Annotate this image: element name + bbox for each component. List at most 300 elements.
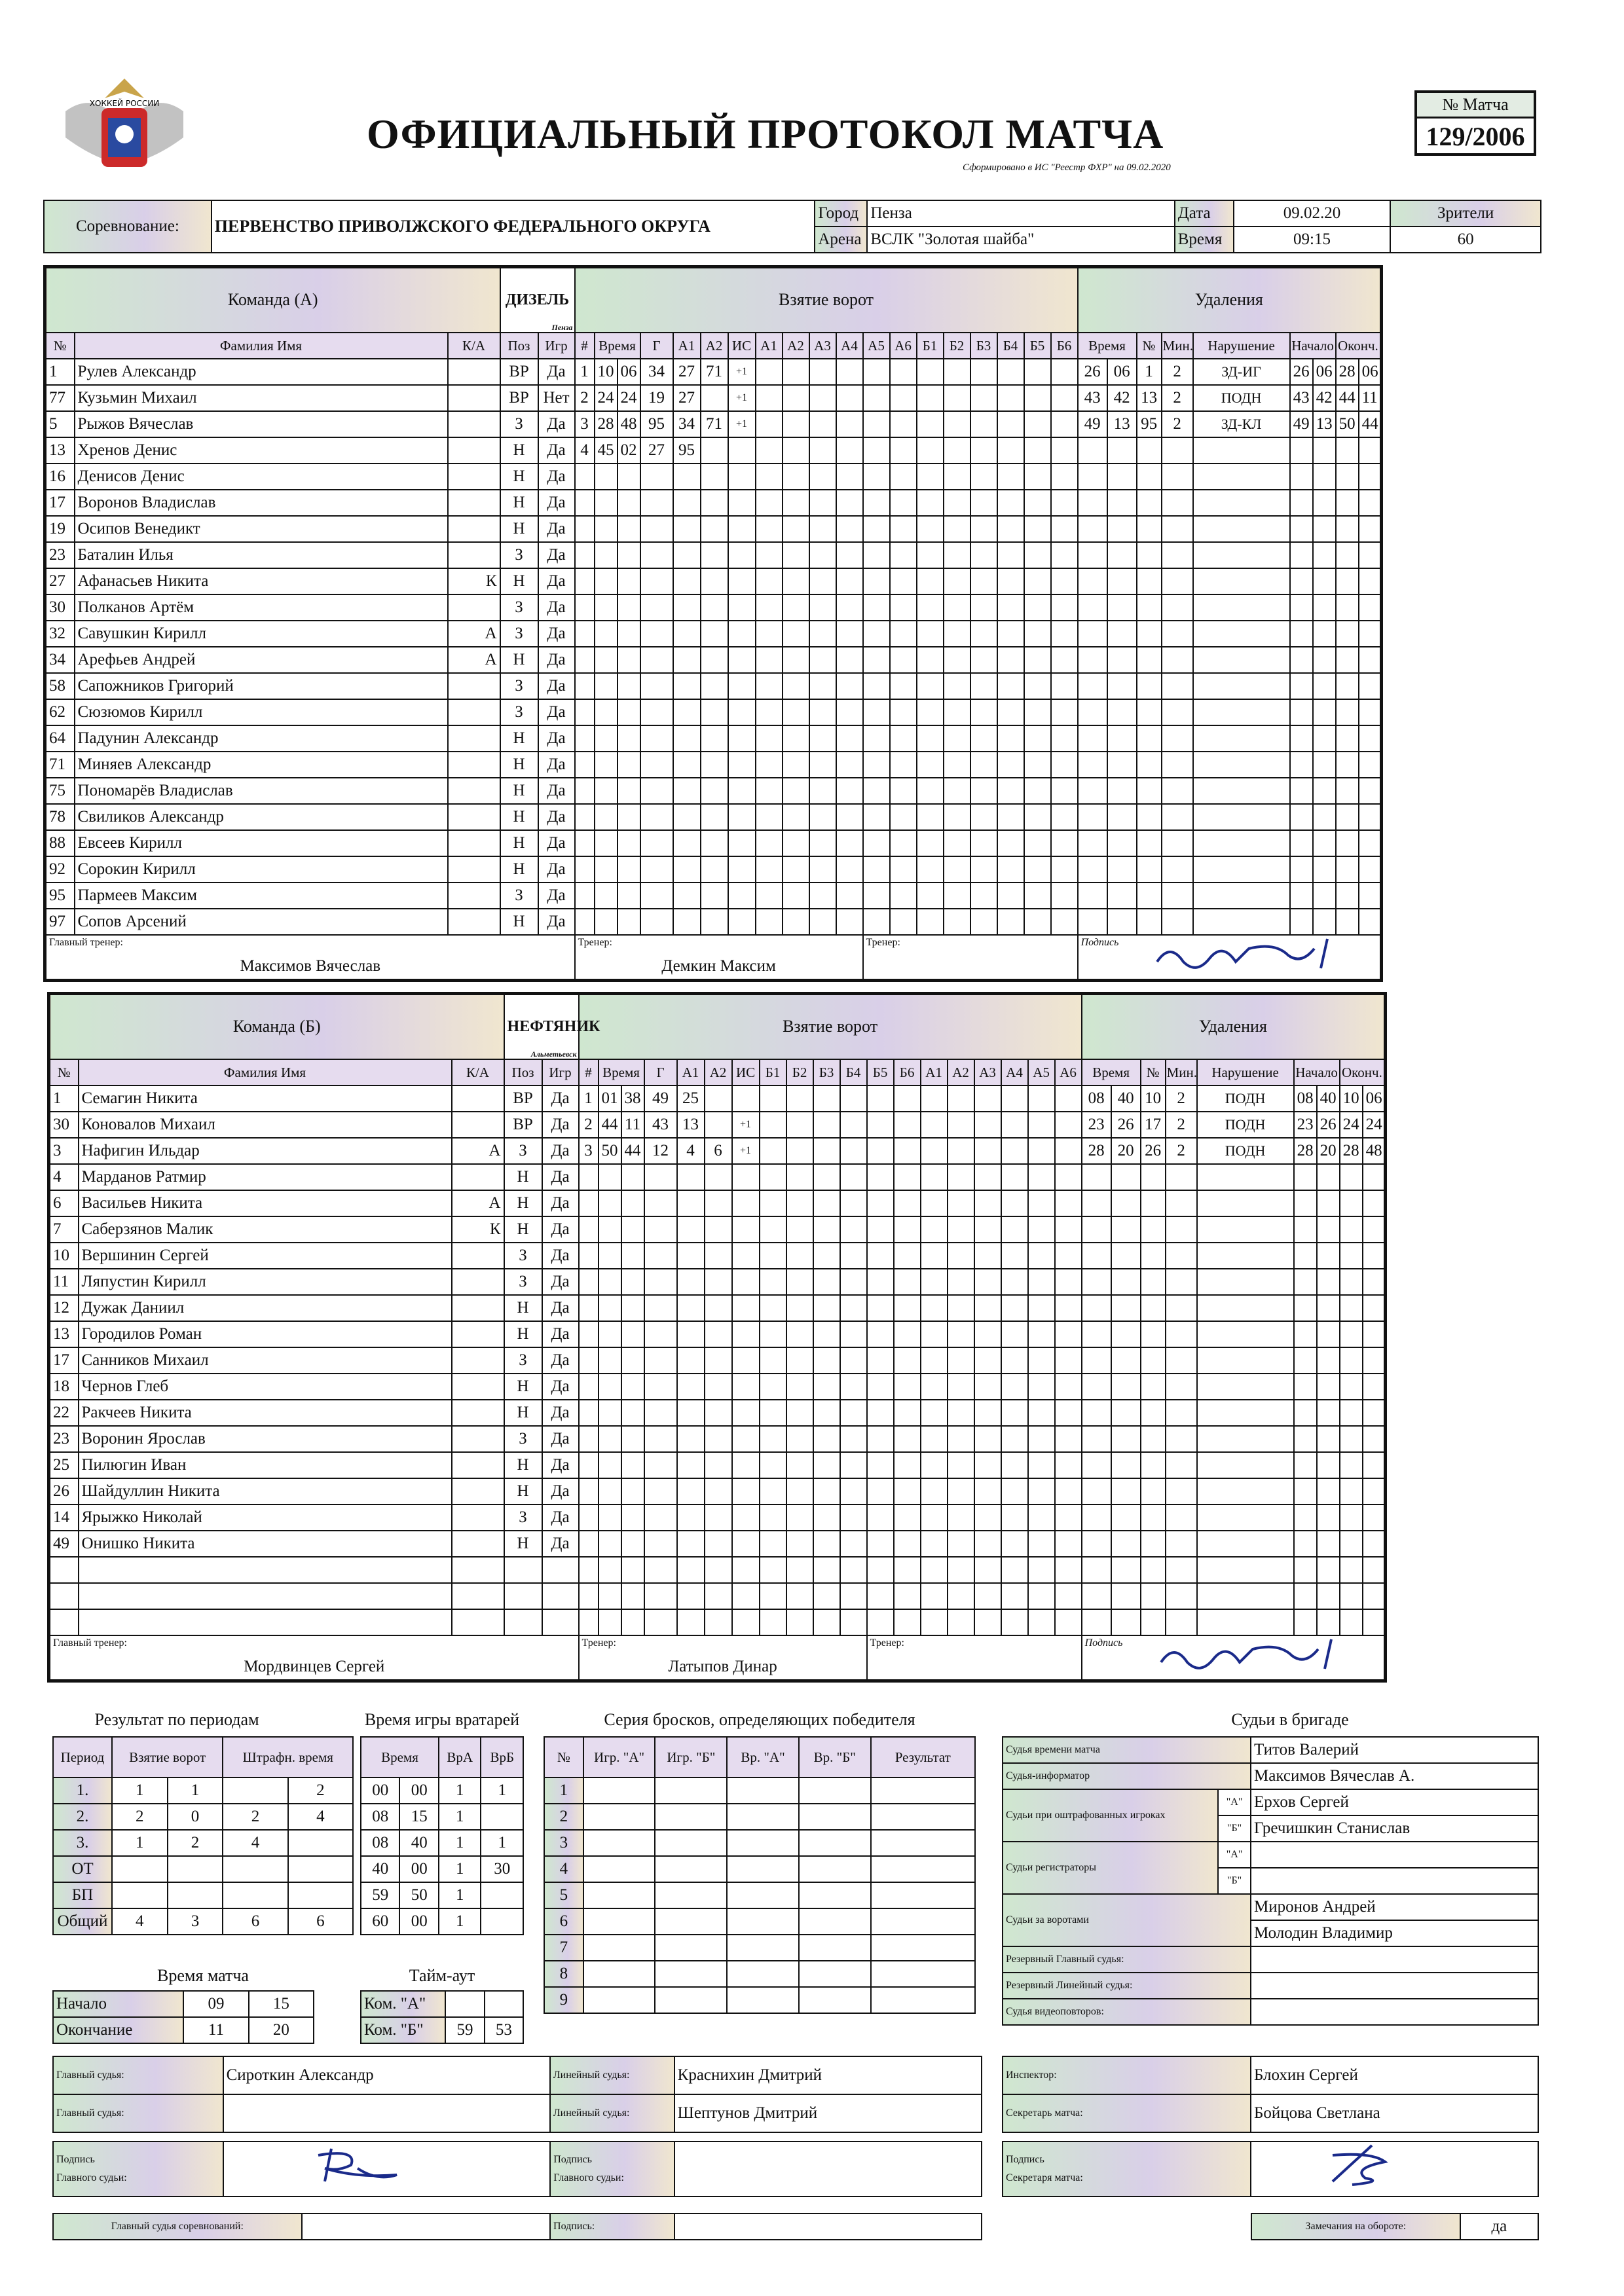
goal-assist1 xyxy=(673,752,701,778)
player-name xyxy=(79,1583,452,1609)
onice-cell xyxy=(970,411,997,437)
player-played: Да xyxy=(538,437,575,464)
goal-scorer xyxy=(644,1164,677,1190)
player-row xyxy=(49,1112,1386,1138)
goal-min xyxy=(595,830,618,856)
h-goal-scorer: Г xyxy=(640,333,673,359)
pen-start-sec xyxy=(1313,699,1336,725)
player-name: Дужак Даниил xyxy=(79,1295,452,1321)
onice-cell xyxy=(974,1531,1001,1557)
player-ka xyxy=(452,1426,504,1452)
player-name: Рулев Александр xyxy=(75,359,448,385)
onice-cell xyxy=(867,1452,894,1478)
periods-title: Результат по периодам xyxy=(94,1710,259,1729)
teamA-signature-cell xyxy=(1078,935,1382,981)
pen-min-time xyxy=(1078,804,1107,830)
h-onice: А5 xyxy=(863,333,890,359)
player-row xyxy=(49,1216,1386,1243)
onice-cell xyxy=(1024,752,1051,778)
pen-min-time xyxy=(1078,542,1107,568)
goal-scorer xyxy=(644,1583,677,1609)
timeout-a-sec xyxy=(485,1991,523,2017)
onice-cell xyxy=(1001,1164,1028,1190)
onice-cell xyxy=(890,464,917,490)
gk-b xyxy=(481,1908,523,1935)
onice-cell xyxy=(974,1583,1001,1609)
pen-start-min xyxy=(1290,594,1313,621)
onice-cell xyxy=(809,883,836,909)
player-played: Да xyxy=(542,1504,579,1531)
onice-cell xyxy=(863,490,890,516)
period-row xyxy=(53,1804,353,1830)
onice-cell xyxy=(970,673,997,699)
teamA-signature-label: Подпись xyxy=(1080,936,1119,948)
onice-cell xyxy=(948,1321,974,1347)
goal-situation xyxy=(732,1190,760,1216)
onice-cell xyxy=(890,830,917,856)
competition-name: ПЕРВЕНСТВО ПРИВОЛЖСКОГО ФЕДЕРАЛЬНОГО ОКРУГА xyxy=(212,200,815,253)
shootout-cell xyxy=(583,1935,655,1961)
onice-cell xyxy=(863,778,890,804)
onice-cell xyxy=(890,621,917,647)
onice-cell xyxy=(1055,1609,1082,1635)
goal-scorer xyxy=(640,647,673,673)
player-name: Городилов Роман xyxy=(79,1321,452,1347)
goal-scorer: 27 xyxy=(640,437,673,464)
player-name: Сапожников Григорий xyxy=(75,673,448,699)
onice-cell xyxy=(809,621,836,647)
pen-minutes xyxy=(1162,673,1193,699)
goal-sec xyxy=(618,464,640,490)
player-ka: К xyxy=(452,1216,504,1243)
onice-cell xyxy=(917,542,944,568)
player-name: Хренов Денис xyxy=(75,437,448,464)
onice-cell xyxy=(917,359,944,385)
pen-end-min xyxy=(1336,464,1359,490)
onice-cell xyxy=(894,1164,921,1190)
pen-start-sec xyxy=(1317,1374,1340,1400)
player-name: Полканов Артём xyxy=(75,594,448,621)
period-pim-a xyxy=(223,1882,287,1908)
shootout-cell xyxy=(871,1935,975,1961)
onice-cell xyxy=(974,1321,1001,1347)
onice-cell xyxy=(867,1085,894,1112)
onice-cell xyxy=(1051,752,1078,778)
period-goals-b xyxy=(168,1882,223,1908)
goal-num xyxy=(579,1190,599,1216)
onice-cell xyxy=(1001,1112,1028,1138)
onice-cell xyxy=(840,1347,867,1374)
teamA-coach: Демкин Максим xyxy=(661,957,776,975)
goal-scorer xyxy=(640,673,673,699)
onice-cell xyxy=(840,1583,867,1609)
pen-violation: ПОДН xyxy=(1197,1085,1294,1112)
onice-cell xyxy=(813,1164,840,1190)
pen-start-min xyxy=(1290,490,1313,516)
onice-cell xyxy=(867,1504,894,1531)
onice-cell xyxy=(890,647,917,673)
h-onice: А2 xyxy=(948,1059,974,1085)
player-name: Чернов Глеб xyxy=(79,1374,452,1400)
period-row xyxy=(53,1882,353,1908)
pen-violation xyxy=(1193,725,1290,752)
goal-min xyxy=(599,1504,621,1531)
pen-start-sec xyxy=(1317,1426,1340,1452)
onice-cell xyxy=(1055,1164,1082,1190)
goal-sec xyxy=(618,909,640,935)
penalty-judges-label: Судьи при оштрафованных игроках xyxy=(1003,1789,1218,1842)
onice-cell xyxy=(786,1504,813,1531)
player-name: Сюзюмов Кирилл xyxy=(75,699,448,725)
pen-min-time xyxy=(1082,1164,1111,1190)
player-pos: Н xyxy=(504,1478,542,1504)
teamB-head-coach: Мордвинцев Сергей xyxy=(244,1658,385,1675)
h-onice: А4 xyxy=(836,333,863,359)
shootout-row xyxy=(544,1777,975,1804)
pen-end-min xyxy=(1340,1531,1363,1557)
onice-cell xyxy=(1024,856,1051,883)
reserve-main-label: Резервный Главный судья: xyxy=(1003,1946,1251,1973)
goal-sec: 38 xyxy=(621,1085,644,1112)
pen-violation xyxy=(1197,1347,1294,1374)
onice-cell xyxy=(786,1531,813,1557)
goal-num: 1 xyxy=(575,359,595,385)
pen-end-min xyxy=(1340,1504,1363,1531)
onice-cell xyxy=(890,594,917,621)
onice-cell xyxy=(997,856,1024,883)
onice-cell xyxy=(867,1374,894,1400)
player-row xyxy=(45,725,1382,752)
player-row xyxy=(49,1321,1386,1347)
pen-end-min xyxy=(1336,516,1359,542)
pen-start-sec xyxy=(1313,490,1336,516)
pen-end-sec: 48 xyxy=(1363,1138,1386,1164)
registrar-a xyxy=(1251,1842,1538,1868)
onice-cell xyxy=(1055,1557,1082,1583)
line-judge-label-2: Линейный судья: xyxy=(550,2094,674,2132)
h-onice: Б3 xyxy=(813,1059,840,1085)
onice-cell xyxy=(786,1400,813,1426)
goal-situation xyxy=(728,752,756,778)
periods-table xyxy=(52,1736,354,1935)
player-number: 64 xyxy=(45,725,75,752)
onice-cell xyxy=(997,725,1024,752)
h-pen-end: Оконч. xyxy=(1340,1059,1386,1085)
onice-cell xyxy=(840,1190,867,1216)
onice-cell xyxy=(1051,856,1078,883)
goal-num xyxy=(579,1426,599,1452)
onice-cell xyxy=(997,568,1024,594)
player-ka xyxy=(448,594,500,621)
goal-min: 45 xyxy=(595,437,618,464)
player-number: 62 xyxy=(45,699,75,725)
shootout-num: 9 xyxy=(544,1987,583,2013)
onice-cell xyxy=(840,1138,867,1164)
goal-assist2 xyxy=(705,1583,732,1609)
pen-end-sec xyxy=(1363,1269,1386,1295)
onice-cell xyxy=(836,490,863,516)
teamB-coach-cell xyxy=(579,1635,867,1681)
pen-end-sec xyxy=(1363,1557,1386,1583)
pen-violation xyxy=(1193,909,1290,935)
pen-violation: ПОДН xyxy=(1197,1138,1294,1164)
onice-cell xyxy=(1024,725,1051,752)
goal-assist2 xyxy=(705,1190,732,1216)
pen-violation xyxy=(1197,1269,1294,1295)
onice-cell xyxy=(786,1452,813,1478)
onice-cell xyxy=(786,1112,813,1138)
onice-cell xyxy=(1051,699,1078,725)
pen-player xyxy=(1141,1216,1166,1243)
player-name: Афанасьев Никита xyxy=(75,568,448,594)
goal-sec xyxy=(621,1216,644,1243)
player-pos: Н xyxy=(500,490,538,516)
pen-minutes xyxy=(1166,1478,1197,1504)
goal-assist1 xyxy=(673,909,701,935)
onice-cell xyxy=(786,1295,813,1321)
goal-situation xyxy=(728,830,756,856)
onice-cell xyxy=(1024,437,1051,464)
goal-num xyxy=(579,1557,599,1583)
player-row xyxy=(49,1295,1386,1321)
goal-assist2 xyxy=(701,909,728,935)
pen-minutes xyxy=(1162,830,1193,856)
onice-cell xyxy=(997,804,1024,830)
pen-sec-time xyxy=(1107,856,1137,883)
pen-minutes xyxy=(1162,778,1193,804)
goal-sec xyxy=(618,568,640,594)
player-name: Васильев Никита xyxy=(79,1190,452,1216)
player-ka xyxy=(452,1583,504,1609)
player-row xyxy=(45,830,1382,856)
onice-cell xyxy=(840,1557,867,1583)
brigade-title: Судьи в бригаде xyxy=(1231,1710,1349,1729)
h-name: Фамилия Имя xyxy=(79,1059,452,1085)
signature-main-judge xyxy=(227,2142,423,2188)
onice-cell xyxy=(948,1583,974,1609)
onice-cell xyxy=(836,516,863,542)
goal-min xyxy=(595,464,618,490)
onice-cell xyxy=(863,699,890,725)
goal-sec xyxy=(621,1269,644,1295)
pen-min-time: 26 xyxy=(1078,359,1107,385)
pen-end-min: 24 xyxy=(1340,1112,1363,1138)
onice-cell xyxy=(1051,385,1078,411)
onice-cell xyxy=(944,647,970,673)
video-judge xyxy=(1251,1999,1538,2025)
onice-cell xyxy=(970,594,997,621)
player-pos: Н xyxy=(500,516,538,542)
goal-situation: +1 xyxy=(732,1138,760,1164)
pen-start-sec xyxy=(1317,1243,1340,1269)
pen-min-time xyxy=(1082,1374,1111,1400)
player-row xyxy=(45,856,1382,883)
gk-a: 1 xyxy=(439,1830,481,1856)
pen-player xyxy=(1137,464,1162,490)
pen-player xyxy=(1137,752,1162,778)
onice-cell xyxy=(760,1504,786,1531)
onice-cell xyxy=(948,1243,974,1269)
player-row xyxy=(45,542,1382,568)
onice-cell xyxy=(1028,1269,1055,1295)
onice-cell xyxy=(948,1190,974,1216)
line-judge-label-1: Линейный судья: xyxy=(550,2056,674,2094)
onice-cell xyxy=(1028,1531,1055,1557)
gk-sec: 15 xyxy=(399,1804,438,1830)
goal-min xyxy=(595,542,618,568)
goal-assist1 xyxy=(673,725,701,752)
pen-end-sec xyxy=(1359,594,1382,621)
onice-cell xyxy=(786,1478,813,1504)
onice-cell xyxy=(944,437,970,464)
onice-cell xyxy=(1055,1112,1082,1138)
h-no: № xyxy=(49,1059,79,1085)
goal-min xyxy=(599,1478,621,1504)
onice-cell xyxy=(783,830,809,856)
onice-cell xyxy=(944,830,970,856)
h-onice: Б5 xyxy=(867,1059,894,1085)
pen-start-sec xyxy=(1317,1609,1340,1635)
pen-violation xyxy=(1193,752,1290,778)
pen-end-min xyxy=(1336,621,1359,647)
h-pen-start: Начало xyxy=(1294,1059,1340,1085)
player-number: 32 xyxy=(45,621,75,647)
pen-sec-time xyxy=(1111,1269,1141,1295)
player-row xyxy=(49,1452,1386,1478)
goal-sec xyxy=(621,1426,644,1452)
pen-start-sec xyxy=(1317,1531,1340,1557)
player-ka xyxy=(448,385,500,411)
player-pos: Н xyxy=(500,856,538,883)
onice-cell xyxy=(948,1426,974,1452)
onice-cell xyxy=(948,1164,974,1190)
onice-cell xyxy=(813,1269,840,1295)
h-goal-num: # xyxy=(579,1059,599,1085)
goal-assist2 xyxy=(701,437,728,464)
pen-start-min: 28 xyxy=(1294,1138,1317,1164)
pen-minutes xyxy=(1166,1504,1197,1531)
onice-cell xyxy=(1055,1400,1082,1426)
periods-h-pim: Штрафн. время xyxy=(223,1737,353,1777)
player-row xyxy=(49,1190,1386,1216)
gk-sec: 00 xyxy=(399,1777,438,1804)
gk-sec: 00 xyxy=(399,1856,438,1882)
onice-cell xyxy=(863,830,890,856)
onice-cell xyxy=(813,1478,840,1504)
goal-assist2 xyxy=(701,516,728,542)
onice-cell xyxy=(809,359,836,385)
pen-start-sec xyxy=(1313,516,1336,542)
pen-violation xyxy=(1193,778,1290,804)
goal-sec xyxy=(618,594,640,621)
pen-end-sec xyxy=(1363,1478,1386,1504)
pen-violation xyxy=(1197,1374,1294,1400)
gk-h-time: Время xyxy=(361,1737,439,1777)
match-info-table xyxy=(43,200,1541,253)
goal-min xyxy=(599,1452,621,1478)
player-number: 23 xyxy=(45,542,75,568)
teamA-coach-signature xyxy=(1144,936,1393,981)
goal-num xyxy=(579,1321,599,1347)
onice-cell xyxy=(944,516,970,542)
inspector-label: Инспектор: xyxy=(1003,2056,1251,2094)
pen-player xyxy=(1141,1426,1166,1452)
onice-cell xyxy=(813,1085,840,1112)
onice-cell xyxy=(836,804,863,830)
goal-num xyxy=(579,1269,599,1295)
onice-cell xyxy=(944,804,970,830)
pen-start-min xyxy=(1290,830,1313,856)
remarks-label: Замечания на обороте: xyxy=(1251,2214,1460,2240)
onice-cell xyxy=(997,516,1024,542)
shootout-row xyxy=(544,1987,975,2013)
penalty-judge-a: Ерхов Сергей xyxy=(1251,1789,1538,1815)
player-pos xyxy=(504,1583,542,1609)
player-name: Осипов Венедикт xyxy=(75,516,448,542)
goal-situation xyxy=(732,1374,760,1400)
goal-assist2 xyxy=(701,699,728,725)
h-pen-viol: Нарушение xyxy=(1197,1059,1294,1085)
onice-cell xyxy=(809,437,836,464)
period-row xyxy=(53,1908,353,1935)
sig-main-2 xyxy=(674,2141,982,2196)
teamB-coach2-label: Тренер: xyxy=(870,1637,904,1649)
timeout-title: Тайм-аут xyxy=(409,1966,475,1985)
pen-player xyxy=(1137,699,1162,725)
pen-start-min xyxy=(1294,1557,1317,1583)
player-ka xyxy=(452,1400,504,1426)
goal-assist1 xyxy=(677,1426,705,1452)
shootout-cell xyxy=(799,1856,871,1882)
goal-assist1: 25 xyxy=(677,1085,705,1112)
pen-start-min xyxy=(1294,1190,1317,1216)
player-row xyxy=(49,1609,1386,1635)
pen-player xyxy=(1137,725,1162,752)
goal-situation xyxy=(732,1426,760,1452)
goal-assist2 xyxy=(705,1452,732,1478)
pen-start-sec xyxy=(1313,542,1336,568)
gk-a: 1 xyxy=(439,1777,481,1804)
page-title: ОФИЦИАЛЬНЫЙ ПРОТОКОЛ МАТЧА xyxy=(367,111,1164,157)
onice-cell xyxy=(894,1374,921,1400)
player-name xyxy=(79,1609,452,1635)
pen-minutes xyxy=(1162,725,1193,752)
player-name xyxy=(79,1557,452,1583)
player-row xyxy=(49,1426,1386,1452)
onice-cell xyxy=(756,359,783,385)
player-name: Падунин Александр xyxy=(75,725,448,752)
pen-minutes: 2 xyxy=(1162,411,1193,437)
player-name: Кузьмин Михаил xyxy=(75,385,448,411)
onice-cell xyxy=(867,1557,894,1583)
onice-cell xyxy=(836,385,863,411)
goal-assist1 xyxy=(673,594,701,621)
goal-assist1: 4 xyxy=(677,1138,705,1164)
onice-cell xyxy=(917,516,944,542)
onice-cell xyxy=(756,594,783,621)
goal-assist2 xyxy=(701,385,728,411)
onice-cell xyxy=(921,1478,948,1504)
goal-min xyxy=(595,752,618,778)
onice-cell xyxy=(974,1609,1001,1635)
onice-cell xyxy=(1055,1085,1082,1112)
teamA-name-cell xyxy=(500,267,575,333)
pen-end-min xyxy=(1340,1295,1363,1321)
onice-cell xyxy=(890,542,917,568)
pen-start-sec xyxy=(1313,909,1336,935)
onice-cell xyxy=(840,1452,867,1478)
onice-cell xyxy=(970,883,997,909)
